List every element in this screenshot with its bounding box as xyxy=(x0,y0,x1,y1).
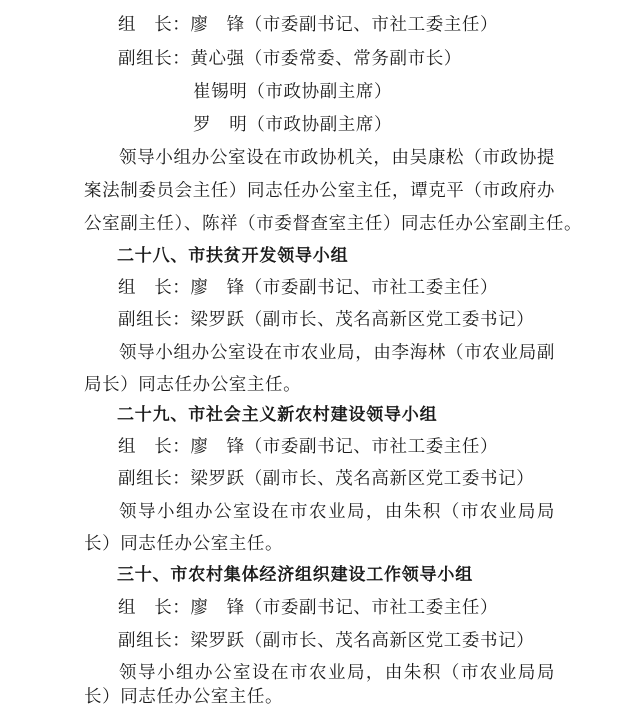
s30-office-line-2: 长）同志任办公室主任。 xyxy=(84,687,284,707)
s29-deputy-line: 副组长：梁罗跃（副市长、茂名高新区党工委书记） xyxy=(118,469,535,489)
s27-office-line-2: 案法制委员会主任）同志任办公室主任，谭克平（市政府办 xyxy=(84,181,555,201)
s27-office-line-1: 领导小组办公室设在市政协机关，由吴康松（市政协提 xyxy=(119,148,555,168)
s29-heading: 二十九、市社会主义新农村建设领导小组 xyxy=(117,405,438,425)
s29-office-line-2: 长）同志任办公室主任。 xyxy=(84,534,284,554)
s28-deputy-line: 副组长：梁罗跃（副市长、茂名高新区党工委书记） xyxy=(118,310,535,330)
s28-office-line-1: 领导小组办公室设在市农业局，由李海林（市农业局副 xyxy=(119,343,555,363)
s28-office-line-2: 局长）同志任办公室主任。 xyxy=(84,375,302,395)
s30-office-line-1: 领导小组办公室设在市农业局，由朱积（市农业局局 xyxy=(119,663,555,683)
s29-leader-line: 组 长：廖 锋（市委副书记、市社工委主任） xyxy=(118,437,499,457)
s27-deputy-line-2: 崔锡明（市政协副主席） xyxy=(193,82,393,102)
s27-leader-line: 组 长：廖 锋（市委副书记、市社工委主任） xyxy=(118,15,499,35)
s28-leader-line: 组 长：廖 锋（市委副书记、市社工委主任） xyxy=(118,278,499,298)
s27-office-line-3: 公室副主任）、陈祥（市委督查室主任）同志任办公室副主任。 xyxy=(84,214,583,234)
s30-heading: 三十、市农村集体经济组织建设工作领导小组 xyxy=(117,565,473,585)
s27-deputy-line-3: 罗 明（市政协副主席） xyxy=(193,115,393,135)
s30-deputy-line: 副组长：梁罗跃（副市长、茂名高新区党工委书记） xyxy=(118,631,535,651)
s29-office-line-1: 领导小组办公室设在市农业局，由朱积（市农业局局 xyxy=(119,502,555,522)
s30-leader-line: 组 长：廖 锋（市委副书记、市社工委主任） xyxy=(118,598,499,618)
s28-heading: 二十八、市扶贫开发领导小组 xyxy=(117,246,349,266)
s27-deputy-line-1: 副组长：黄心强（市委常委、常务副市长） xyxy=(118,49,462,69)
